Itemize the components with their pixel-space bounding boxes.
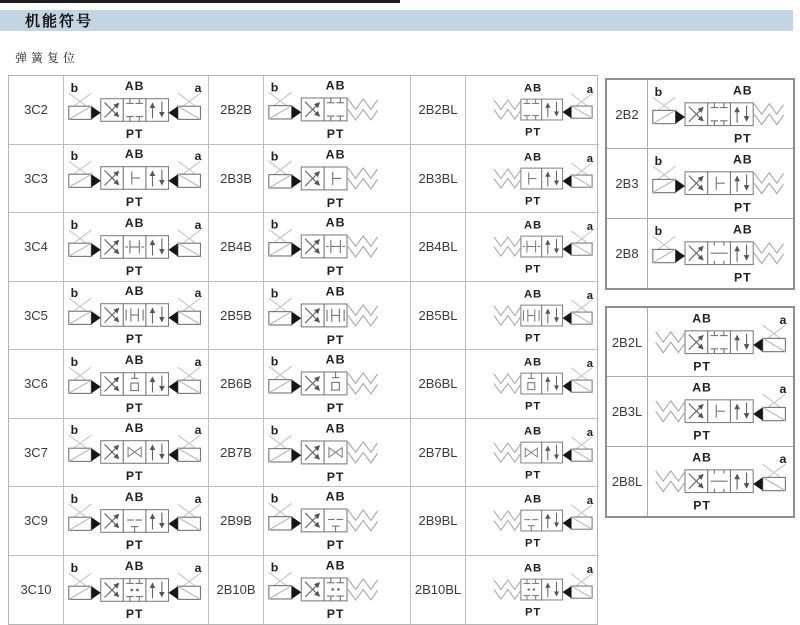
page-title: 机能符号 xyxy=(25,13,94,30)
symbol-cell xyxy=(264,145,411,214)
svg-text:AB: AB xyxy=(326,284,346,299)
svg-text:b: b xyxy=(271,423,280,438)
model-label-2B2B: 2B2B xyxy=(209,76,264,145)
subsection-label: 弹簧复位 xyxy=(15,51,80,65)
svg-text:PT: PT xyxy=(327,195,345,210)
svg-text:PT: PT xyxy=(327,127,345,142)
svg-text:AB: AB xyxy=(524,82,543,95)
svg-text:PT: PT xyxy=(327,469,345,484)
symbol-cell xyxy=(64,145,209,214)
symbol-cell xyxy=(64,76,209,145)
svg-text:AB: AB xyxy=(524,356,543,369)
model-label-3C7: 3C7 xyxy=(9,419,64,488)
svg-text:b: b xyxy=(71,217,80,232)
svg-text:b: b xyxy=(271,149,280,164)
svg-text:a: a xyxy=(779,452,788,467)
svg-text:PT: PT xyxy=(126,126,144,141)
svg-text:AB: AB xyxy=(125,558,145,573)
svg-text:AB: AB xyxy=(125,352,145,367)
model-label-2B2L: 2B2L xyxy=(607,308,648,377)
symbol-cell xyxy=(648,149,793,218)
svg-text:AB: AB xyxy=(326,489,346,504)
symbol-cell xyxy=(64,419,209,488)
svg-text:AB: AB xyxy=(733,152,754,167)
svg-text:PT: PT xyxy=(327,607,345,622)
svg-text:a: a xyxy=(195,217,203,232)
model-label-2B5BL: 2B5BL xyxy=(411,282,466,351)
svg-text:PT: PT xyxy=(734,131,753,146)
symbol-cell xyxy=(264,213,411,282)
symbol-cell xyxy=(264,282,411,351)
valve-symbol-2B9BL xyxy=(467,491,597,550)
svg-text:a: a xyxy=(195,286,203,301)
symbol-cell xyxy=(264,419,411,488)
svg-text:AB: AB xyxy=(125,215,145,230)
valve-symbol-3C5 xyxy=(65,283,206,347)
svg-text:PT: PT xyxy=(327,264,345,279)
svg-text:a: a xyxy=(587,289,595,302)
symbol-cell xyxy=(466,556,599,625)
svg-text:PT: PT xyxy=(525,332,542,345)
model-label-2B4B: 2B4B xyxy=(209,213,264,282)
svg-text:AB: AB xyxy=(125,421,145,436)
svg-text:AB: AB xyxy=(524,219,543,232)
svg-text:b: b xyxy=(71,491,80,506)
model-label-3C3: 3C3 xyxy=(9,145,64,214)
svg-text:AB: AB xyxy=(692,380,713,395)
section-title-bar xyxy=(0,10,793,31)
model-label-2B2BL: 2B2BL xyxy=(411,76,466,145)
symbol-cell xyxy=(64,282,209,351)
model-label-2B9B: 2B9B xyxy=(209,487,264,556)
model-label-2B10B: 2B10B xyxy=(209,556,264,625)
svg-text:AB: AB xyxy=(692,450,713,465)
svg-text:AB: AB xyxy=(125,147,145,162)
valve-symbol-3C10 xyxy=(65,558,206,622)
svg-text:PT: PT xyxy=(525,537,542,550)
svg-text:b: b xyxy=(71,423,80,438)
symbol-cell xyxy=(64,213,209,282)
model-label-2B6B: 2B6B xyxy=(209,350,264,419)
svg-text:AB: AB xyxy=(733,222,754,237)
svg-text:b: b xyxy=(271,560,280,575)
symbol-cell xyxy=(466,145,599,214)
model-label-2B9BL: 2B9BL xyxy=(411,487,466,556)
symbol-cell xyxy=(466,282,599,351)
svg-text:PT: PT xyxy=(126,332,144,347)
svg-text:PT: PT xyxy=(693,359,712,374)
model-label-2B7B: 2B7B xyxy=(209,419,264,488)
symbol-cell xyxy=(648,447,793,516)
valve-symbol-3C9 xyxy=(65,489,206,553)
symbol-cell xyxy=(466,419,599,488)
svg-text:a: a xyxy=(779,382,788,397)
svg-text:AB: AB xyxy=(125,284,145,299)
valve-symbol-2B3BL xyxy=(467,149,597,208)
svg-text:a: a xyxy=(195,149,203,164)
svg-text:AB: AB xyxy=(733,83,754,98)
svg-text:b: b xyxy=(71,354,80,369)
valve-symbol-2B10BL xyxy=(467,560,597,619)
svg-text:PT: PT xyxy=(126,606,144,621)
svg-text:PT: PT xyxy=(126,263,144,278)
svg-text:a: a xyxy=(195,560,203,575)
valve-symbol-2B7BL xyxy=(467,423,597,482)
valve-symbol-3C2 xyxy=(65,78,206,142)
svg-text:PT: PT xyxy=(525,400,542,413)
svg-text:PT: PT xyxy=(126,195,144,210)
model-label-2B7BL: 2B7BL xyxy=(411,419,466,488)
svg-text:b: b xyxy=(71,286,80,301)
valve-symbol-2B3B xyxy=(265,146,408,211)
valve-symbol-2B6BL xyxy=(467,354,597,413)
model-label-2B3L: 2B3L xyxy=(607,377,648,446)
svg-text:PT: PT xyxy=(525,195,542,208)
svg-text:b: b xyxy=(271,354,280,369)
valve-symbol-2B8L xyxy=(649,449,791,513)
valve-symbol-2B9B xyxy=(265,488,408,553)
svg-text:a: a xyxy=(587,152,595,165)
svg-text:a: a xyxy=(587,564,595,577)
spring-return-symbol-table xyxy=(8,75,598,625)
model-label-2B8: 2B8 xyxy=(607,219,648,288)
svg-text:PT: PT xyxy=(525,469,542,482)
svg-text:PT: PT xyxy=(327,538,345,553)
model-label-3C10: 3C10 xyxy=(9,556,64,625)
svg-text:AB: AB xyxy=(524,562,543,575)
model-label-3C9: 3C9 xyxy=(9,487,64,556)
svg-text:a: a xyxy=(195,423,203,438)
valve-symbol-3C3 xyxy=(65,146,206,210)
model-label-2B10BL: 2B10BL xyxy=(411,556,466,625)
valve-symbol-3C6 xyxy=(65,352,206,416)
svg-text:a: a xyxy=(587,84,595,97)
svg-text:AB: AB xyxy=(125,489,145,504)
model-label-2B3B: 2B3B xyxy=(209,145,264,214)
svg-text:AB: AB xyxy=(524,150,543,163)
valve-symbol-2B7B xyxy=(265,420,408,485)
valve-symbol-2B4B xyxy=(265,214,408,279)
symbol-cell xyxy=(264,556,411,625)
svg-text:AB: AB xyxy=(692,311,713,326)
valve-symbol-2B4BL xyxy=(467,217,597,276)
svg-text:AB: AB xyxy=(524,424,543,437)
svg-text:AB: AB xyxy=(326,215,346,230)
svg-text:AB: AB xyxy=(326,352,346,367)
valve-symbol-2B8 xyxy=(649,221,791,285)
symbol-cell xyxy=(466,76,599,145)
symbol-cell xyxy=(64,556,209,625)
svg-text:a: a xyxy=(587,358,595,371)
symbol-cell xyxy=(466,350,599,419)
svg-text:PT: PT xyxy=(126,537,144,552)
model-label-3C5: 3C5 xyxy=(9,282,64,351)
model-label-2B8L: 2B8L xyxy=(607,447,648,516)
model-label-2B3BL: 2B3BL xyxy=(411,145,466,214)
symbol-cell xyxy=(264,350,411,419)
svg-text:AB: AB xyxy=(326,421,346,436)
svg-text:b: b xyxy=(655,154,664,169)
model-label-2B5B: 2B5B xyxy=(209,282,264,351)
svg-text:AB: AB xyxy=(125,78,145,93)
valve-symbol-2B3 xyxy=(649,151,791,215)
symbol-cell xyxy=(466,487,599,556)
svg-text:a: a xyxy=(587,495,595,508)
svg-text:b: b xyxy=(655,85,664,100)
svg-text:PT: PT xyxy=(126,400,144,415)
symbol-cell xyxy=(648,377,793,446)
svg-text:AB: AB xyxy=(326,558,346,573)
svg-text:a: a xyxy=(195,354,203,369)
valve-symbol-2B2L xyxy=(649,310,791,374)
valve-symbol-2B5B xyxy=(265,283,408,348)
symbol-cell xyxy=(64,487,209,556)
model-label-3C4: 3C4 xyxy=(9,213,64,282)
svg-text:PT: PT xyxy=(734,270,753,285)
svg-text:PT: PT xyxy=(525,606,542,619)
symbol-cell xyxy=(648,219,793,288)
valve-symbol-2B6B xyxy=(265,351,408,416)
valve-symbol-2B10B xyxy=(265,557,408,622)
top-edge-rule xyxy=(0,0,400,3)
valve-symbol-2B2B xyxy=(265,77,408,142)
svg-text:a: a xyxy=(587,426,595,439)
svg-text:PT: PT xyxy=(693,428,712,443)
valve-symbol-2B2 xyxy=(649,82,791,146)
model-label-3C2: 3C2 xyxy=(9,76,64,145)
svg-text:b: b xyxy=(71,560,80,575)
valve-symbol-3C7 xyxy=(65,420,206,484)
symbol-cell xyxy=(264,76,411,145)
symbol-cell xyxy=(64,350,209,419)
svg-text:a: a xyxy=(779,313,788,328)
svg-text:PT: PT xyxy=(734,200,753,215)
svg-text:PT: PT xyxy=(525,263,542,276)
model-label-2B3: 2B3 xyxy=(607,149,648,218)
svg-text:b: b xyxy=(71,149,80,164)
svg-text:b: b xyxy=(271,217,280,232)
symbol-cell xyxy=(648,80,793,149)
svg-text:PT: PT xyxy=(327,401,345,416)
svg-text:PT: PT xyxy=(327,332,345,347)
svg-text:PT: PT xyxy=(693,498,712,513)
symbol-cell xyxy=(466,213,599,282)
valve-symbol-2B2BL xyxy=(467,80,597,139)
svg-text:PT: PT xyxy=(525,126,542,139)
svg-text:b: b xyxy=(71,80,80,95)
model-label-2B6BL: 2B6BL xyxy=(411,350,466,419)
svg-text:a: a xyxy=(195,80,203,95)
model-label-2B4BL: 2B4BL xyxy=(411,213,466,282)
model-label-2B2: 2B2 xyxy=(607,80,648,149)
svg-text:a: a xyxy=(195,491,203,506)
side-box-2bl-series xyxy=(605,306,795,518)
svg-text:PT: PT xyxy=(126,469,144,484)
svg-text:AB: AB xyxy=(326,147,346,162)
side-box-2b-series xyxy=(605,78,795,290)
svg-text:AB: AB xyxy=(524,493,543,506)
svg-text:b: b xyxy=(271,80,280,95)
svg-text:b: b xyxy=(655,224,664,239)
svg-text:b: b xyxy=(271,286,280,301)
valve-symbol-3C4 xyxy=(65,215,206,279)
svg-text:AB: AB xyxy=(326,78,346,93)
svg-text:a: a xyxy=(587,221,595,234)
model-label-3C6: 3C6 xyxy=(9,350,64,419)
valve-symbol-2B3L xyxy=(649,379,791,443)
svg-text:AB: AB xyxy=(524,287,543,300)
svg-text:b: b xyxy=(271,491,280,506)
symbol-cell xyxy=(648,308,793,377)
valve-symbol-2B5BL xyxy=(467,286,597,345)
symbol-cell xyxy=(264,487,411,556)
